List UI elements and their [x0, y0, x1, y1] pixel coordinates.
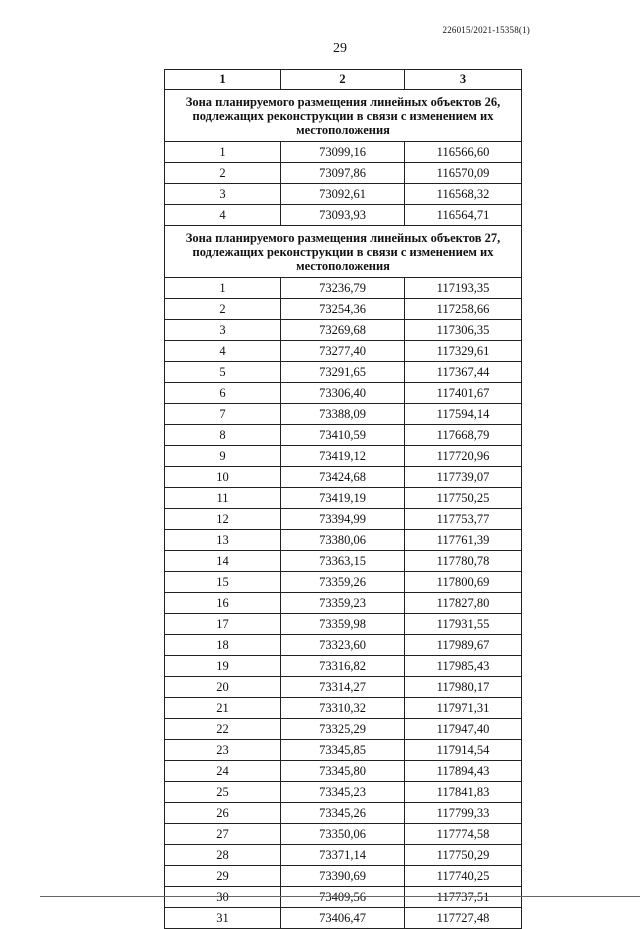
x-coordinate-cell: 73371,14	[281, 845, 405, 866]
x-coordinate-cell: 73359,23	[281, 593, 405, 614]
point-number-cell: 12	[165, 509, 281, 530]
x-coordinate-cell: 73345,85	[281, 740, 405, 761]
x-coordinate-cell: 73424,68	[281, 467, 405, 488]
point-number-cell: 28	[165, 845, 281, 866]
y-coordinate-cell: 117774,58	[405, 824, 522, 845]
y-coordinate-cell: 117931,55	[405, 614, 522, 635]
table-row	[165, 383, 522, 404]
table-row	[165, 572, 522, 593]
point-number-cell: 15	[165, 572, 281, 593]
y-coordinate-cell: 117367,44	[405, 362, 522, 383]
table-row	[165, 362, 522, 383]
table-row	[165, 299, 522, 320]
table-row	[165, 866, 522, 887]
x-coordinate-cell: 73325,29	[281, 719, 405, 740]
table-row	[165, 530, 522, 551]
document-number: 226015/2021-15358(1)	[442, 25, 530, 35]
table-row	[165, 142, 522, 163]
point-number-cell: 24	[165, 761, 281, 782]
table-row	[165, 163, 522, 184]
table-row	[165, 761, 522, 782]
y-coordinate-cell: 117971,31	[405, 698, 522, 719]
point-number-cell: 26	[165, 803, 281, 824]
y-coordinate-cell: 117800,69	[405, 572, 522, 593]
x-coordinate-cell: 73345,80	[281, 761, 405, 782]
point-number-cell: 9	[165, 446, 281, 467]
y-coordinate-cell: 117827,80	[405, 593, 522, 614]
point-number-cell: 29	[165, 866, 281, 887]
x-coordinate-cell: 73310,32	[281, 698, 405, 719]
x-coordinate-cell: 73350,06	[281, 824, 405, 845]
x-coordinate-cell: 73363,15	[281, 551, 405, 572]
y-coordinate-cell: 117894,43	[405, 761, 522, 782]
y-coordinate-cell: 117780,78	[405, 551, 522, 572]
y-coordinate-cell: 117737,51	[405, 887, 522, 908]
y-coordinate-cell: 117258,66	[405, 299, 522, 320]
table-row	[165, 184, 522, 205]
table-row	[165, 205, 522, 226]
column-header: 1	[165, 70, 281, 90]
point-number-cell: 16	[165, 593, 281, 614]
y-coordinate-cell: 117594,14	[405, 404, 522, 425]
point-number-cell: 10	[165, 467, 281, 488]
point-number-cell: 25	[165, 782, 281, 803]
y-coordinate-cell: 117989,67	[405, 635, 522, 656]
y-coordinate-cell: 116568,32	[405, 184, 522, 205]
x-coordinate-cell: 73345,26	[281, 803, 405, 824]
y-coordinate-cell: 117750,29	[405, 845, 522, 866]
point-number-cell: 14	[165, 551, 281, 572]
point-number-cell: 30	[165, 887, 281, 908]
y-coordinate-cell: 117841,83	[405, 782, 522, 803]
section-title-row	[165, 226, 522, 278]
x-coordinate-cell: 73380,06	[281, 530, 405, 551]
y-coordinate-cell: 116566,60	[405, 142, 522, 163]
x-coordinate-cell: 73359,26	[281, 572, 405, 593]
table-row	[165, 488, 522, 509]
x-coordinate-cell: 73345,23	[281, 782, 405, 803]
point-number-cell: 1	[165, 278, 281, 299]
coordinates-table-body	[165, 70, 522, 929]
table-row	[165, 341, 522, 362]
x-coordinate-cell: 73323,60	[281, 635, 405, 656]
point-number-cell: 27	[165, 824, 281, 845]
point-number-cell: 6	[165, 383, 281, 404]
x-coordinate-cell: 73390,69	[281, 866, 405, 887]
table-row	[165, 593, 522, 614]
table-row	[165, 551, 522, 572]
point-number-cell: 1	[165, 142, 281, 163]
y-coordinate-cell: 116570,09	[405, 163, 522, 184]
y-coordinate-cell: 117740,25	[405, 866, 522, 887]
x-coordinate-cell: 73277,40	[281, 341, 405, 362]
table-row	[165, 278, 522, 299]
table-row	[165, 782, 522, 803]
y-coordinate-cell: 117720,96	[405, 446, 522, 467]
point-number-cell: 22	[165, 719, 281, 740]
x-coordinate-cell: 73097,86	[281, 163, 405, 184]
table-row	[165, 824, 522, 845]
x-coordinate-cell: 73236,79	[281, 278, 405, 299]
x-coordinate-cell: 73394,99	[281, 509, 405, 530]
x-coordinate-cell: 73388,09	[281, 404, 405, 425]
y-coordinate-cell: 117799,33	[405, 803, 522, 824]
point-number-cell: 3	[165, 184, 281, 205]
column-header: 3	[405, 70, 522, 90]
table-row	[165, 677, 522, 698]
y-coordinate-cell: 116564,71	[405, 205, 522, 226]
x-coordinate-cell: 73269,68	[281, 320, 405, 341]
point-number-cell: 21	[165, 698, 281, 719]
x-coordinate-cell: 73092,61	[281, 184, 405, 205]
x-coordinate-cell: 73419,12	[281, 446, 405, 467]
table-row	[165, 635, 522, 656]
point-number-cell: 13	[165, 530, 281, 551]
y-coordinate-cell: 117727,48	[405, 908, 522, 929]
section-title-row	[165, 90, 522, 142]
x-coordinate-cell: 73359,98	[281, 614, 405, 635]
y-coordinate-cell: 117761,39	[405, 530, 522, 551]
point-number-cell: 31	[165, 908, 281, 929]
point-number-cell: 4	[165, 205, 281, 226]
point-number-cell: 7	[165, 404, 281, 425]
point-number-cell: 23	[165, 740, 281, 761]
table-row	[165, 803, 522, 824]
point-number-cell: 20	[165, 677, 281, 698]
y-coordinate-cell: 117193,35	[405, 278, 522, 299]
y-coordinate-cell: 117750,25	[405, 488, 522, 509]
y-coordinate-cell: 117753,77	[405, 509, 522, 530]
x-coordinate-cell: 73406,47	[281, 908, 405, 929]
table-row	[165, 467, 522, 488]
page-number: 29	[333, 41, 347, 56]
point-number-cell: 3	[165, 320, 281, 341]
x-coordinate-cell: 73099,16	[281, 142, 405, 163]
x-coordinate-cell: 73314,27	[281, 677, 405, 698]
point-number-cell: 4	[165, 341, 281, 362]
table-row	[165, 656, 522, 677]
column-header: 2	[281, 70, 405, 90]
y-coordinate-cell: 117985,43	[405, 656, 522, 677]
page-bottom-edge	[40, 896, 640, 897]
x-coordinate-cell: 73409,56	[281, 887, 405, 908]
y-coordinate-cell: 117306,35	[405, 320, 522, 341]
x-coordinate-cell: 73419,19	[281, 488, 405, 509]
point-number-cell: 2	[165, 299, 281, 320]
point-number-cell: 8	[165, 425, 281, 446]
y-coordinate-cell: 117329,61	[405, 341, 522, 362]
y-coordinate-cell: 117914,54	[405, 740, 522, 761]
coordinates-table	[164, 69, 522, 929]
table-header-row	[165, 70, 522, 90]
table-row	[165, 614, 522, 635]
y-coordinate-cell: 117401,67	[405, 383, 522, 404]
y-coordinate-cell: 117739,07	[405, 467, 522, 488]
y-coordinate-cell: 117668,79	[405, 425, 522, 446]
x-coordinate-cell: 73410,59	[281, 425, 405, 446]
point-number-cell: 18	[165, 635, 281, 656]
table-row	[165, 446, 522, 467]
y-coordinate-cell: 117947,40	[405, 719, 522, 740]
point-number-cell: 11	[165, 488, 281, 509]
table-row	[165, 908, 522, 929]
table-row	[165, 740, 522, 761]
section-title: Зона планируемого размещения линейных объектов 26, подлежащих реконструкции в связи с изменением их местоположения	[165, 90, 522, 142]
table-row	[165, 320, 522, 341]
table-row	[165, 887, 522, 908]
table-row	[165, 404, 522, 425]
x-coordinate-cell: 73093,93	[281, 205, 405, 226]
point-number-cell: 19	[165, 656, 281, 677]
table-row	[165, 509, 522, 530]
section-title: Зона планируемого размещения линейных объектов 27, подлежащих реконструкции в связи с изменением их местоположения	[165, 226, 522, 278]
point-number-cell: 5	[165, 362, 281, 383]
point-number-cell: 2	[165, 163, 281, 184]
x-coordinate-cell: 73291,65	[281, 362, 405, 383]
table-row	[165, 845, 522, 866]
table-row	[165, 719, 522, 740]
x-coordinate-cell: 73254,36	[281, 299, 405, 320]
table-row	[165, 698, 522, 719]
y-coordinate-cell: 117980,17	[405, 677, 522, 698]
table-row	[165, 425, 522, 446]
x-coordinate-cell: 73316,82	[281, 656, 405, 677]
x-coordinate-cell: 73306,40	[281, 383, 405, 404]
point-number-cell: 17	[165, 614, 281, 635]
